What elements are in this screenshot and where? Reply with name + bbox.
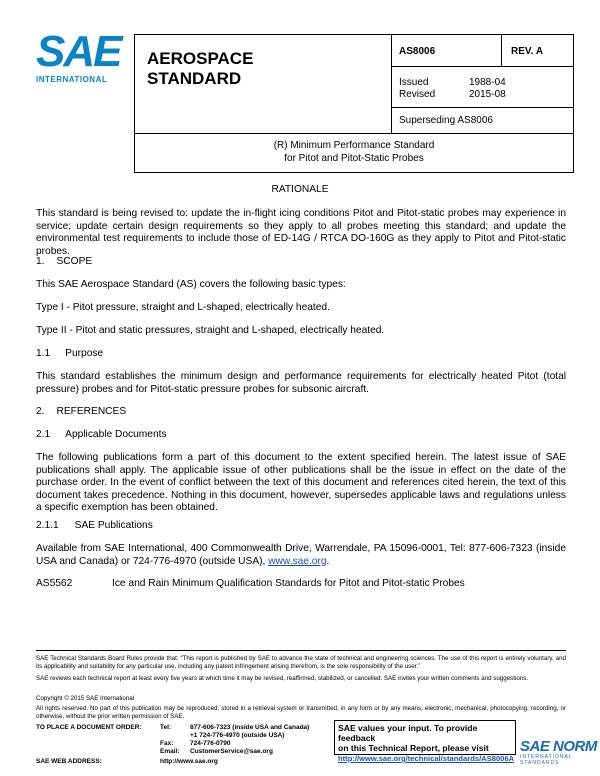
section-1-heading [36,256,92,267]
section-2-number: 2. [36,406,45,417]
section-1-title: SCOPE [56,256,93,267]
document-type-line1: AEROSPACE [147,49,254,68]
sae-website-link[interactable]: www.sae.org [268,555,327,567]
document-number: AS8006 [399,46,436,57]
section-2-1-1-title: SAE Publications [74,520,153,531]
sae-publications-text: Available from SAE International, 400 Commonwealth Drive, Warrendale, PA 15096-0001, Tel: 877-606-7323 (inside USA and Canada) or 724-776-4970 (outside USA), [36,543,566,567]
sae-norm-subtitle: INTERNATIONAL STANDARDS [520,754,573,766]
tel-outside-value: +1 724-776-4970 (outside USA) [190,732,285,739]
footer-review-paragraph: SAE reviews each technical report at least every five years at which time it may be revised, reaffirmed, stabilized, or cancelled. SAE invites your written comments and suggestions. [36,675,529,682]
section-2-1-number: 2.1 [36,429,51,440]
email-value: CustomerService@sae.org [190,748,273,755]
feedback-link[interactable]: http://www.sae.org/technical/standards/AS8006A [338,754,515,763]
section-2-title: REFERENCES [56,406,127,417]
sae-norm-logo: SAE NORM [520,738,597,755]
web-address-label: SAE WEB ADDRESS: [36,758,102,765]
tel-value: 877-606-7323 (inside USA and Canada) [190,724,310,731]
sae-logo [36,27,124,84]
section-2-1-1-heading [36,520,153,531]
rationale-paragraph: This standard is being revised to: update the in-flight icing conditions Pitot and Pitot-static probes may experience in service; update certain design requirements so they apply to all probes meeting this standard; and update the environmental test requirements to include those of ED-14G / RTCA DO-160G as they apply to Pitot and Pitot-static probes. [36,208,566,257]
footer-rights-paragraph: All rights reserved. No part of this publication may be reproduced, stored in a retrieval system or transmitted, in any form or by any means, electronic, mechanical, photocopying, recording, or otherwise, without the prior written permission of SAE. [36,705,566,720]
document-title-line1: (R) Minimum Performance Standard [273,140,435,151]
fax-value: 724-776-0790 [190,740,231,747]
footer-rules-paragraph: SAE Technical Standards Board Rules provide that: “This report is published by SAE to advance the state of technical and engineering sciences. The use of this report is entirely voluntary, and its applicability and suitability for any particular use, including any patent infringement arising therefrom, is the sole responsibility of the user.” [36,655,566,670]
email-label: Email: [160,748,180,755]
revised-label: Revised [399,89,436,100]
section-2-1-title: Applicable Documents [65,429,167,440]
document-title-box [134,133,574,173]
reference-entry [36,578,465,589]
feedback-line2: on this Technical Report, please visit [338,743,489,753]
document-type-line2: STANDARD [147,69,242,88]
sae-logo-mark: SAE [36,27,121,76]
superseding-note: Superseding AS8006 [399,115,493,126]
applicable-documents-paragraph: The following publications form a part of this document to the extent specified herein. The latest issue of SAE publications shall apply. The applicable issue of other publications shall be the issue in effect on the date of the purchase order. In the event of conflict between the text of this document and references cited herein, the text of this document takes precedence. Nothing in this document, however, supersedes applicable laws and regulations unless a specific exemption has been obtained. [36,452,566,514]
scope-type-2: Type II - Pitot and static pressures, straight and L-shaped, electrically heated. [36,325,385,336]
section-2-heading [36,406,126,417]
feedback-line1: SAE values your input. To provide feedback [338,723,478,743]
issued-label: Issued [399,77,429,88]
section-1-1-title: Purpose [65,348,104,359]
revision-label: REV. A [511,46,544,57]
section-2-1-1-number: 2.1.1 [36,520,59,531]
tel-label: Tel: [160,724,172,731]
rationale-heading: RATIONALE [271,184,329,195]
footer-divider [36,650,566,651]
issued-date: 1988-04 [469,77,506,88]
fax-label: Fax: [160,740,174,747]
sae-publications-paragraph: Available from SAE International, 400 Commonwealth Drive, Warrendale, PA 15096-0001, Tel: 877-606-7323 (inside USA and Canada) or 724-776-4970 (outside USA), www.sae.org. [36,543,566,567]
section-2-1-heading [36,429,167,440]
sae-logo-subtitle: INTERNATIONAL [36,75,108,84]
reference-title: Ice and Rain Minimum Qualification Standards for Pitot and Pitot-static Probes [112,578,465,589]
order-label: TO PLACE A DOCUMENT ORDER: [36,724,142,731]
scope-type-1: Type I - Pitot pressure, straight and L-shaped, electrically heated. [36,302,330,313]
scope-paragraph-1: This SAE Aerospace Standard (AS) covers the following basic types: [36,279,346,290]
document-type-title [147,49,253,89]
section-1-number: 1. [36,256,45,267]
feedback-box [334,720,516,763]
revised-date: 2015-08 [469,89,506,100]
section-1-1-number: 1.1 [36,348,51,359]
reference-code: AS5562 [36,578,73,589]
document-title-line2: for Pitot and Pitot-Static Probes [284,153,424,164]
section-1-1-heading [36,348,103,359]
web-address-value: http://www.sae.org [160,758,218,765]
purpose-paragraph: This standard establishes the minimum design and performance requirements for electrically heated Pitot (total pressure) probes and for Pitot-static pressure probes for subsonic aircraft. [36,371,566,395]
footer-copyright: Copyright © 2015 SAE International [36,695,135,702]
document-header-box [134,34,574,134]
